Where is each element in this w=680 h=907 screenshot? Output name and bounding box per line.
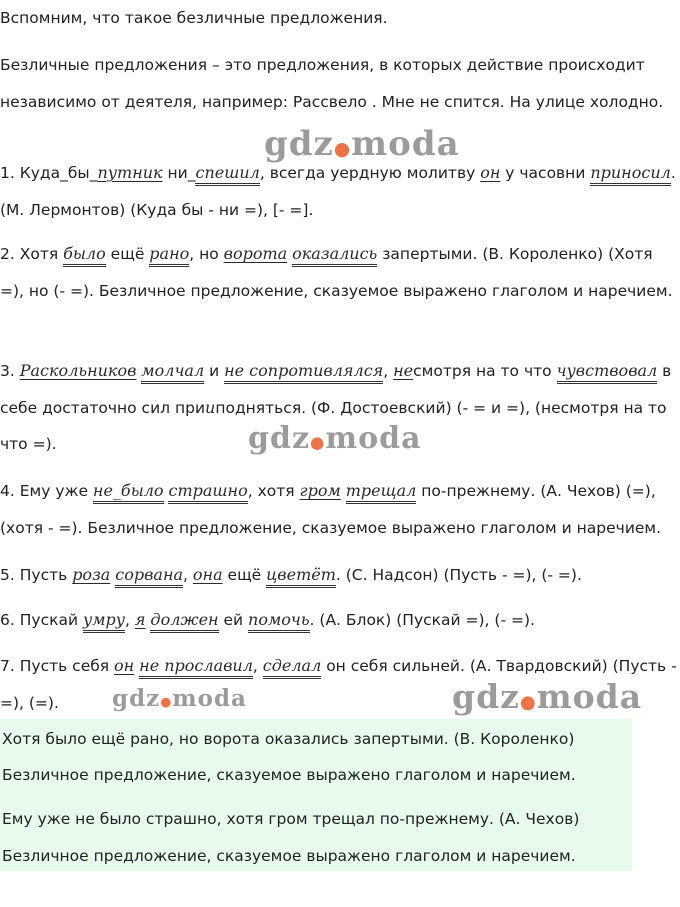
- answer-line-1: Хотя было ещё рано, но ворота оказались запертыми. (В. Короленко): [2, 730, 575, 748]
- text: смотря на то что: [413, 362, 557, 380]
- text: Куда_бы_: [19, 164, 98, 182]
- watermark-part: gdz: [452, 677, 520, 716]
- text: ни_: [162, 164, 196, 182]
- predicate: умру: [83, 610, 125, 633]
- predicate: страшно: [168, 481, 247, 504]
- subject: она: [192, 565, 223, 584]
- sentence-number: 7.: [0, 657, 15, 675]
- predicate: сорвана: [115, 565, 183, 588]
- text: он себя сильней. (А. Твардовский) (Пусть - =), (=).: [0, 657, 677, 712]
- text: . (М. Лермонтов) (Куда бы - ни =), [- =].: [0, 164, 676, 219]
- text: ,: [183, 566, 193, 584]
- predicate: молчал: [141, 361, 204, 384]
- text: ,: [125, 611, 135, 629]
- text: Пусть себя: [19, 657, 115, 675]
- watermark-part: moda: [536, 677, 643, 716]
- text: . (С. Надсон) (Пусть - =), (- =).: [335, 566, 582, 584]
- subject: роза: [72, 565, 111, 584]
- predicate: трещал: [346, 481, 417, 504]
- text: . (А. Блок) (Пускай =), (- =).: [309, 611, 535, 629]
- text: Пусть: [19, 566, 73, 584]
- sentence-4: [0, 473, 678, 546]
- subject: ворота: [223, 244, 288, 263]
- text: Ему уже: [19, 482, 93, 500]
- watermark-part: gdz: [248, 421, 310, 456]
- text: ей: [218, 611, 249, 629]
- watermark-logo: [452, 677, 642, 716]
- predicate: не прославил: [139, 656, 253, 679]
- predicate: цветёт: [266, 565, 336, 588]
- watermark-dot-icon: ●: [519, 692, 537, 713]
- sentence-2: [0, 236, 678, 309]
- text: ещё: [222, 566, 267, 584]
- sentence-1: [0, 155, 678, 228]
- predicate: приносил: [590, 163, 670, 186]
- text: [341, 482, 346, 500]
- answer-line-3: Ему уже не было страшно, хотя гром трещал по-прежнему. (А. Чехов): [2, 810, 580, 828]
- prefix: не: [393, 361, 414, 380]
- answer-line-2: Безличное предложение, сказуемое выражено глаголом и наречием.: [2, 766, 576, 784]
- predicate: помочь: [248, 610, 310, 633]
- subject: путник: [97, 163, 163, 182]
- predicate: должен: [150, 610, 218, 633]
- subject: Раскольников: [19, 361, 137, 380]
- watermark-logo: [248, 421, 422, 456]
- watermark-dot-icon: ●: [333, 138, 352, 160]
- watermark-part: moda: [172, 685, 247, 712]
- text: Пускай: [19, 611, 83, 629]
- watermark-part: moda: [351, 124, 460, 164]
- sentence-number: 3.: [0, 362, 15, 380]
- watermark-logo: [112, 685, 247, 712]
- text: по-прежнему. (А. Чехов) (=), (хотя - =). Безличное предложение, сказуемое выражено глаголом и наречием.: [0, 482, 662, 537]
- answer-block: [0, 719, 632, 871]
- subject: гром: [299, 481, 341, 500]
- intro-text: Вспомним, что такое безличные предложения.: [0, 9, 388, 27]
- predicate: спешил: [195, 163, 259, 186]
- predicate: не_было: [93, 481, 164, 504]
- watermark-part: gdz: [112, 685, 161, 712]
- predicate: сделал: [263, 656, 321, 679]
- predicate: рано: [149, 244, 189, 267]
- subject: он: [480, 163, 501, 182]
- answer-line-4: Безличное предложение, сказуемое выражено глаголом и наречием.: [2, 847, 576, 865]
- definition-text: Безличные предложения – это предложения, в которых действие происходит независимо от деятеля, например: Рассвело . Мне не спится. На улице холодно.: [0, 56, 664, 111]
- text: ,: [252, 657, 263, 675]
- text: у часовни: [500, 164, 591, 182]
- predicate: не сопротивлялся: [224, 361, 383, 384]
- predicate: чувствовал: [557, 361, 658, 384]
- subject: он: [114, 656, 135, 675]
- watermark-dot-icon: ●: [160, 694, 173, 709]
- sentence-number: 5.: [0, 566, 15, 584]
- sentence-5: [0, 557, 678, 594]
- sentence-number: 6.: [0, 611, 15, 629]
- text: в себе достаточно сил при: [0, 362, 672, 417]
- text: Хотя: [19, 245, 64, 263]
- text: , хотя: [247, 482, 300, 500]
- watermark-part: moda: [325, 421, 422, 456]
- text: , но: [189, 245, 224, 263]
- watermark-dot-icon: ●: [310, 433, 326, 452]
- letter: и: [205, 397, 216, 417]
- watermark-logo: [264, 124, 460, 164]
- watermark-part: gdz: [264, 124, 334, 164]
- text: , всегда уердную молитву: [259, 164, 481, 182]
- sentence-number: 1.: [0, 164, 15, 182]
- text: и: [204, 362, 225, 380]
- sentence-number: 4.: [0, 482, 15, 500]
- subject: я: [134, 610, 146, 629]
- text: запертыми. (В. Короленко) (Хотя =), но (- =). Безличное предложение, сказуемое выражено глаголом и наречием.: [0, 245, 673, 300]
- text: ,: [383, 362, 394, 380]
- sentence-6: [0, 602, 678, 639]
- predicate: было: [63, 244, 106, 267]
- sentence-number: 2.: [0, 245, 15, 263]
- text: подняться. (Ф. Достоевский) (- = и =), (несмотря на то что =).: [0, 398, 667, 453]
- predicate: оказались: [292, 244, 377, 267]
- text: ещё: [105, 245, 150, 263]
